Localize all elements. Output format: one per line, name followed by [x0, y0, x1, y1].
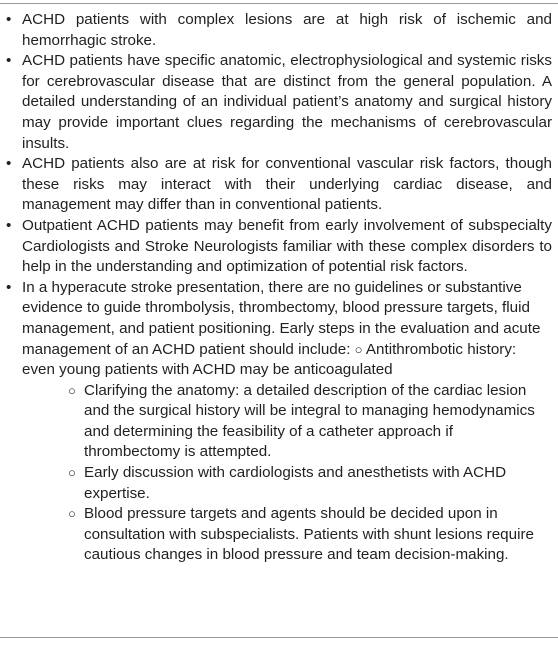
list-item [6, 278, 552, 566]
bottom-rule [0, 637, 558, 638]
list-item-text: In a hyperacute stroke presentation, there are no guidelines or substantive evidence to guide thrombolysis, thrombectomy, blood pressure targets, fluid management, and patient positioning. Early steps in the evaluation and acute management of an ACHD patient should include: [22, 278, 541, 358]
sub-item-text: Blood pressure targets and agents should be decided upon in consultation with subspecialists. Patients with shunt lesions require cautious changes in blood pressure and team decision-making. [84, 505, 534, 564]
list-item-text: ACHD patients also are at risk for conventional vascular risk factors, though these risks may interact with their underlying cardiac disease, and management may differ than in conventional patients. [22, 155, 552, 214]
list-item [6, 51, 552, 154]
sub-bullet-icon: ○ [68, 506, 76, 522]
list-item-text: ACHD patients have specific anatomic, electrophysiological and systemic risks for cerebrovascular disease that are distinct from the general population. A detailed understanding of an individual patient’s anatomy and surgical history may provide important clues regarding the mechanisms of cerebrovascular insults. [22, 52, 552, 152]
sub-item-text: Early discussion with cardiologists and anesthetists with ACHD expertise. [84, 464, 507, 502]
top-rule [0, 3, 558, 4]
sub-list-item [22, 504, 552, 566]
sub-item-text: Clarifying the anatomy: a detailed description of the cardiac lesion and the surgical history will be integral to managing hemodynamics and determining the feasibility of a catheter approach if thrombectomy is attempted. [84, 381, 535, 461]
bullet-icon: • [6, 216, 12, 234]
list-item [6, 154, 552, 216]
list-item [6, 216, 552, 278]
bullet-icon: • [6, 278, 12, 296]
list-item-text: Outpatient ACHD patients may benefit from early involvement of subspecialty Cardiologists and Stroke Neurologists familiar with these complex disorders to help in the understanding and optimization of potential risk factors. [22, 216, 552, 276]
sub-list-item [22, 463, 552, 504]
bullet-icon: • [6, 52, 12, 70]
list-item-text: ACHD patients with complex lesions are at high risk of ischemic and hemorrhagic stroke. [22, 11, 552, 49]
bullet-icon: • [6, 11, 12, 28]
key-points-box [6, 10, 552, 566]
bullet-icon: • [6, 155, 12, 173]
sub-item-text: Antithrombotic history: even young patients with ACHD may be anticoagulated [22, 340, 517, 379]
sub-bullet-icon: ○ [68, 465, 76, 481]
sub-bullet-icon: ○ [68, 382, 76, 398]
sub-bullet-icon: ○ [354, 341, 363, 357]
sub-list-item [22, 381, 552, 463]
list-item [6, 10, 552, 51]
